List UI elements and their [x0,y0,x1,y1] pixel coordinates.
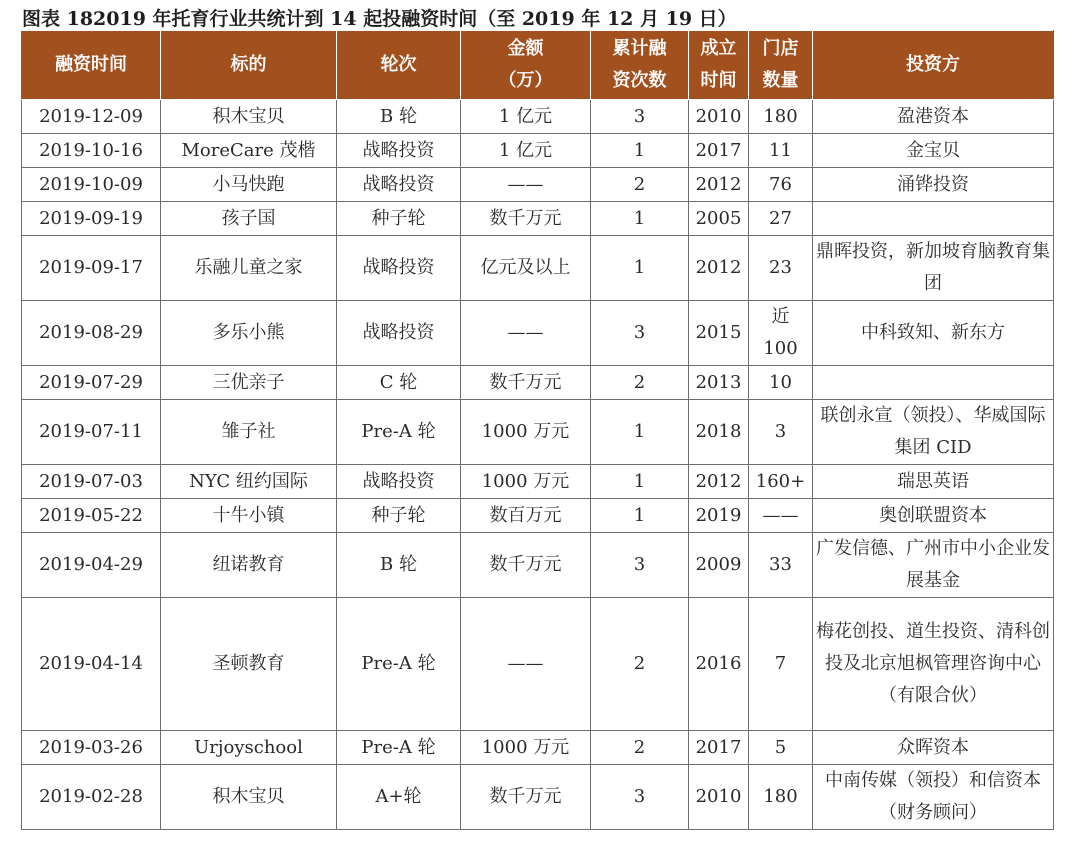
cell-date: 2019-05-22 [22,499,161,533]
cell-founded: 2012 [689,465,749,499]
cell-date: 2019-02-28 [22,765,161,830]
cell-investor: 盈港资本 [813,100,1054,134]
cell-count: 2 [591,168,689,202]
header-amount-line1: 金额 [507,38,544,59]
cell-count: 3 [591,301,689,366]
cell-date: 2019-07-11 [22,400,161,465]
cell-investor: 金宝贝 [813,134,1054,168]
header-stores [749,31,813,100]
cell-round: Pre-A 轮 [337,400,461,465]
cell-amount: 数百万元 [461,499,591,533]
table-body [22,100,1054,830]
cell-stores: 27 [749,202,813,236]
table-row [22,765,1054,830]
cell-founded: 2015 [689,301,749,366]
cell-target: 雏子社 [161,400,337,465]
cell-target: 纽诺教育 [161,533,337,598]
cell-amount: —— [461,168,591,202]
cell-round: Pre-A 轮 [337,598,461,731]
cell-stores: 3 [749,400,813,465]
header-count [591,31,689,100]
cell-target: MoreCare 茂楷 [161,134,337,168]
table-caption: 图表 182019 年托育行业共统计到 14 起投融资时间（至 2019 年 12 月 19 日） [22,8,737,30]
header-founded-line1: 成立 [700,38,737,59]
cell-founded: 2012 [689,236,749,301]
header-round: 轮次 [337,31,461,100]
cell-amount: 数千万元 [461,765,591,830]
cell-target: 小马快跑 [161,168,337,202]
cell-date: 2019-04-29 [22,533,161,598]
cell-date: 2019-09-17 [22,236,161,301]
table-row [22,168,1054,202]
cell-investor: 广发信德、广州市中小企业发展基金 [813,533,1054,598]
cell-date: 2019-12-09 [22,100,161,134]
cell-amount: 1000 万元 [461,731,591,765]
cell-investor: 众晖资本 [813,731,1054,765]
cell-count: 1 [591,134,689,168]
cell-round: 战略投资 [337,301,461,366]
header-investor: 投资方 [813,31,1054,100]
cell-count: 3 [591,765,689,830]
table-row [22,400,1054,465]
cell-investor: 涌铧投资 [813,168,1054,202]
header-date: 融资时间 [22,31,161,100]
cell-stores: 160+ [749,465,813,499]
table-row [22,533,1054,598]
header-count-line1: 累计融 [612,38,667,59]
cell-investor [813,202,1054,236]
cell-target: 孩子国 [161,202,337,236]
cell-stores: 180 [749,765,813,830]
cell-target: 三优亲子 [161,366,337,400]
cell-round: B 轮 [337,533,461,598]
cell-round: Pre-A 轮 [337,731,461,765]
cell-stores: 近 100 [749,301,813,366]
cell-date: 2019-09-19 [22,202,161,236]
cell-target: 多乐小熊 [161,301,337,366]
header-amount [461,31,591,100]
cell-target: NYC 纽约国际 [161,465,337,499]
cell-stores: 10 [749,366,813,400]
cell-stores: 76 [749,168,813,202]
cell-investor: 梅花创投、道生投资、清科创投及北京旭枫管理咨询中心（有限合伙） [813,598,1054,731]
cell-date: 2019-10-16 [22,134,161,168]
header-founded-line2: 时间 [700,70,737,91]
cell-amount: 数千万元 [461,202,591,236]
cell-date: 2019-07-29 [22,366,161,400]
cell-founded: 2012 [689,168,749,202]
cell-stores: 11 [749,134,813,168]
cell-founded: 2010 [689,100,749,134]
cell-count: 3 [591,533,689,598]
header-stores-line2: 数量 [762,70,799,91]
cell-investor: 奥创联盟资本 [813,499,1054,533]
table-row [22,236,1054,301]
cell-founded: 2016 [689,598,749,731]
cell-target: 十牛小镇 [161,499,337,533]
cell-round: 种子轮 [337,499,461,533]
cell-amount: —— [461,301,591,366]
cell-founded: 2017 [689,731,749,765]
cell-investor: 鼎晖投资，新加坡育脑教育集团 [813,236,1054,301]
cell-stores: 7 [749,598,813,731]
cell-date: 2019-03-26 [22,731,161,765]
cell-round: C 轮 [337,366,461,400]
cell-count: 2 [591,598,689,731]
cell-amount: 1000 万元 [461,465,591,499]
table-row [22,202,1054,236]
cell-investor: 联创永宣（领投）、华威国际集团 CID [813,400,1054,465]
cell-investor: 瑞思英语 [813,465,1054,499]
header-count-line2: 资次数 [612,70,667,91]
cell-amount: 1000 万元 [461,400,591,465]
header-row [22,31,1054,100]
table-row [22,100,1054,134]
header-stores-line1: 门店 [762,38,799,59]
cell-round: 战略投资 [337,168,461,202]
cell-target: 乐融儿童之家 [161,236,337,301]
cell-target: 积木宝贝 [161,100,337,134]
cell-round: B 轮 [337,100,461,134]
cell-amount: 数千万元 [461,366,591,400]
cell-founded: 2005 [689,202,749,236]
table-row [22,499,1054,533]
cell-date: 2019-10-09 [22,168,161,202]
cell-stores: 23 [749,236,813,301]
cell-count: 1 [591,465,689,499]
cell-amount: 1 亿元 [461,100,591,134]
cell-investor: 中南传媒（领投）和信资本（财务顾问） [813,765,1054,830]
cell-investor: 中科致知、新东方 [813,301,1054,366]
cell-date: 2019-07-03 [22,465,161,499]
cell-amount: —— [461,598,591,731]
table-row [22,598,1054,731]
header-target: 标的 [161,31,337,100]
cell-date: 2019-08-29 [22,301,161,366]
cell-count: 1 [591,499,689,533]
cell-founded: 2018 [689,400,749,465]
table-row [22,301,1054,366]
table-row [22,366,1054,400]
cell-count: 1 [591,400,689,465]
cell-count: 2 [591,366,689,400]
header-founded [689,31,749,100]
cell-stores: 5 [749,731,813,765]
table-row [22,465,1054,499]
cell-target: 积木宝贝 [161,765,337,830]
cell-amount: 1 亿元 [461,134,591,168]
cell-stores: 180 [749,100,813,134]
cell-stores: —— [749,499,813,533]
table-row [22,731,1054,765]
cell-founded: 2017 [689,134,749,168]
cell-count: 1 [591,202,689,236]
investment-table [21,30,1054,830]
cell-founded: 2013 [689,366,749,400]
cell-round: 战略投资 [337,465,461,499]
cell-investor [813,366,1054,400]
cell-founded: 2010 [689,765,749,830]
cell-amount: 亿元及以上 [461,236,591,301]
cell-stores: 33 [749,533,813,598]
cell-target: Urjoyschool [161,731,337,765]
cell-round: 种子轮 [337,202,461,236]
cell-round: 战略投资 [337,236,461,301]
cell-founded: 2009 [689,533,749,598]
cell-target: 圣顿教育 [161,598,337,731]
cell-count: 2 [591,731,689,765]
cell-date: 2019-04-14 [22,598,161,731]
cell-amount: 数千万元 [461,533,591,598]
cell-count: 3 [591,100,689,134]
table-row [22,134,1054,168]
cell-founded: 2019 [689,499,749,533]
cell-count: 1 [591,236,689,301]
cell-round: A+轮 [337,765,461,830]
cell-round: 战略投资 [337,134,461,168]
header-amount-line2: （万） [498,70,553,91]
